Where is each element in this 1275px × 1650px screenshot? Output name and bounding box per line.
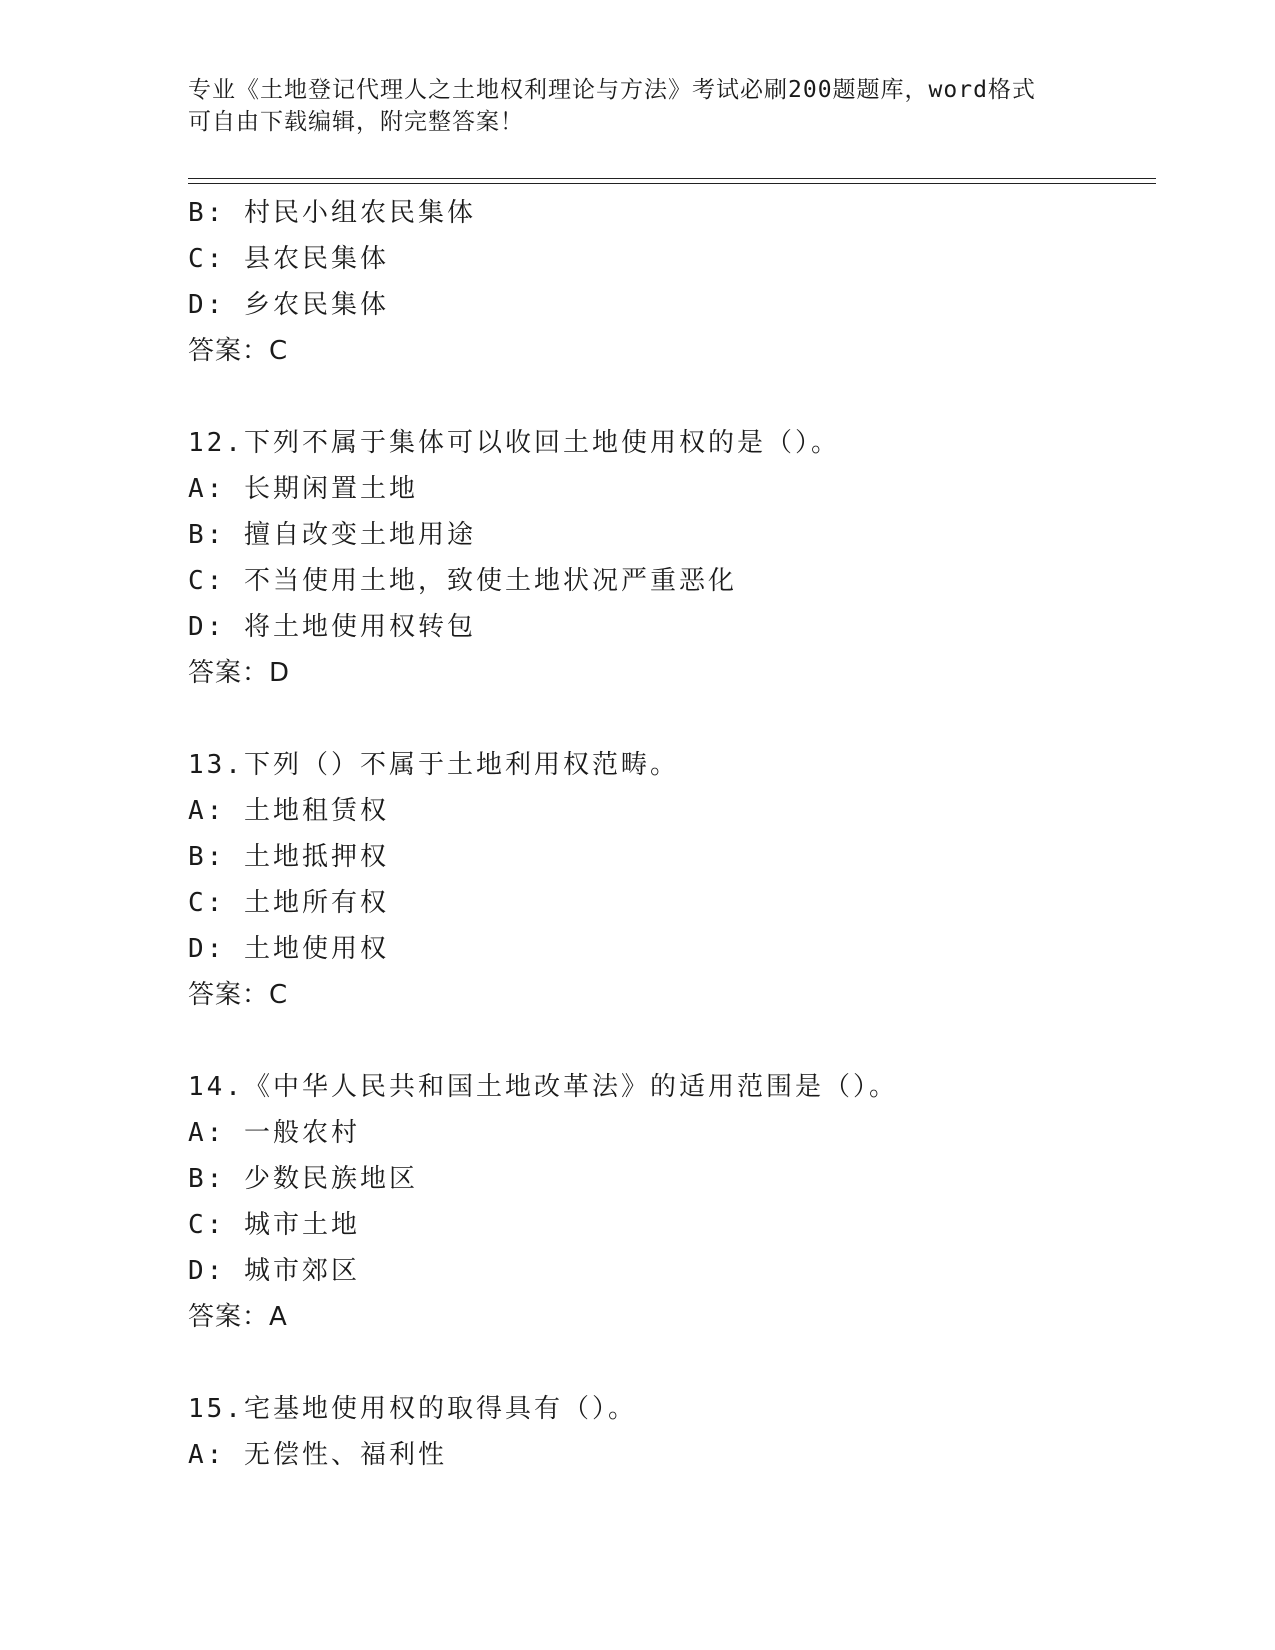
spacer [188, 1018, 1156, 1064]
option-c: C: 县农民集体 [188, 244, 389, 274]
header-divider-top [188, 178, 1156, 179]
option-c: C: 土地所有权 [188, 888, 389, 918]
question-list [188, 190, 1156, 1478]
option-c: C: 不当使用土地，致使土地状况严重恶化 [188, 566, 737, 596]
answer-line: 答案：A [188, 1302, 288, 1332]
question-block-15 [188, 1386, 1156, 1478]
option-a: A: 土地租赁权 [188, 796, 389, 826]
header-divider-bottom [188, 183, 1156, 184]
option-a: A: 长期闲置土地 [188, 474, 418, 504]
answer-line: 答案：C [188, 336, 289, 366]
question-stem: 12.下列不属于集体可以收回土地使用权的是（）。 [188, 428, 840, 458]
option-d: D: 乡农民集体 [188, 290, 389, 320]
option-a: A: 无偿性、福利性 [188, 1440, 447, 1470]
question-block-11 [188, 190, 1156, 374]
option-c: C: 城市土地 [188, 1210, 360, 1240]
question-block-13 [188, 742, 1156, 1018]
header-line-2: 可自由下载编辑，附完整答案！ [188, 109, 524, 135]
question-stem: 13.下列（）不属于土地利用权范畴。 [188, 750, 679, 780]
question-block-12 [188, 420, 1156, 696]
option-a: A: 一般农村 [188, 1118, 360, 1148]
question-block-14 [188, 1064, 1156, 1340]
spacer [188, 1340, 1156, 1386]
option-b: B: 土地抵押权 [188, 842, 389, 872]
option-d: D: 土地使用权 [188, 934, 389, 964]
option-d: D: 将土地使用权转包 [188, 612, 476, 642]
question-stem: 15.宅基地使用权的取得具有（）。 [188, 1394, 637, 1424]
answer-line: 答案：C [188, 980, 289, 1010]
option-b: B: 少数民族地区 [188, 1164, 418, 1194]
question-stem: 14.《中华人民共和国土地改革法》的适用范围是（）。 [188, 1072, 898, 1102]
spacer [188, 374, 1156, 420]
option-d: D: 城市郊区 [188, 1256, 360, 1286]
spacer [188, 696, 1156, 742]
document-header [188, 74, 1068, 138]
header-line-1: 专业《土地登记代理人之土地权利理论与方法》考试必刷200题题库，word格式 [188, 77, 1036, 103]
option-b: B: 擅自改变土地用途 [188, 520, 476, 550]
option-b: B: 村民小组农民集体 [188, 198, 476, 228]
answer-line: 答案：D [188, 658, 291, 688]
